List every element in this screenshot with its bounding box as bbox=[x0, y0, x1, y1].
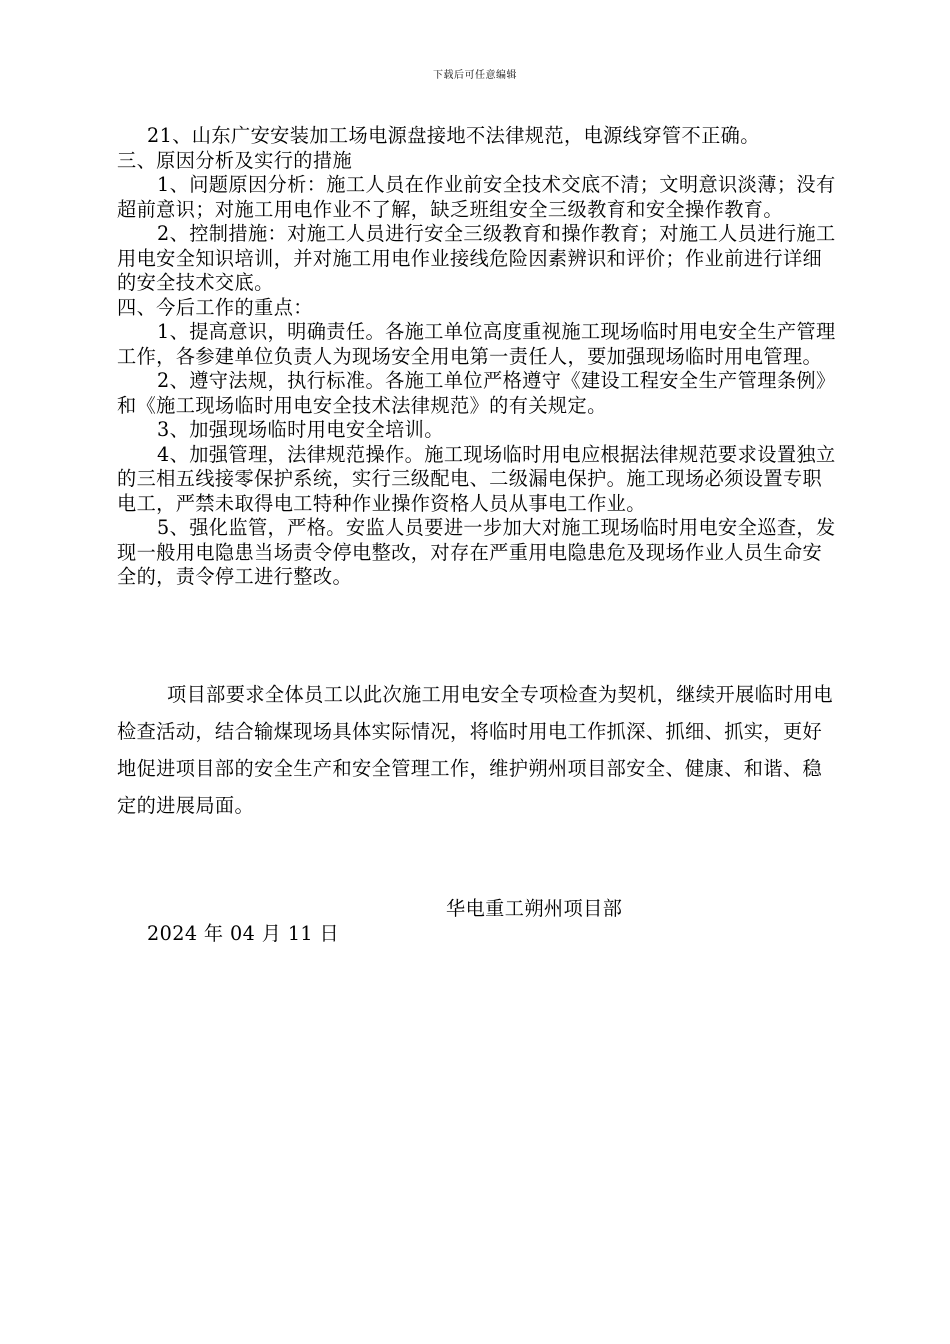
signature-organization: 华电重工朔州项目部 bbox=[446, 897, 623, 920]
section-4-title: 四、今后工作的重点： bbox=[117, 295, 313, 319]
closing-paragraph: 项目部要求全体员工以此次施工用电安全专项检查为契机，继续开展临时用电检查活动，结合输煤现场具体实际情况，将临时用电工作抓深、抓细、抓实，更好地促进项目部的安全生产和安全管理工作，维护朔州项目部安全、健康、和谐、稳定的进展局面。 bbox=[117, 683, 833, 817]
section-4-paragraph-1: 1、提高意识，明确责任。各施工单位高度重视施工现场临时用电安全生产管理工作，各参建单位负责人为现场安全用电第一责任人，要加强现场临时用电管理。 bbox=[117, 320, 836, 368]
page-header-note: 下载后可任意编辑 bbox=[433, 70, 517, 81]
signature-date: 2024 年 04 月 11 日 bbox=[147, 922, 340, 945]
section-4-paragraph-5: 5、强化监管，严格。安监人员要进一步加大对施工现场临时用电安全巡查，发现一般用电隐患当场责令停电整改，对存在严重用电隐患危及现场作业人员生命安全的，责令停工进行整改。 bbox=[117, 516, 836, 588]
section-3-title: 三、原因分析及实行的措施 bbox=[117, 148, 353, 172]
section-4-paragraph-4: 4、加强管理，法律规范操作。施工现场临时用电应根据法律规范要求设置独立的三相五线接零保护系统，实行三级配电、二级漏电保护。施工现场必须设置专职电工，严禁未取得电工特种作业操作资格人员从事电工作业。 bbox=[117, 442, 836, 515]
section-4-paragraph-3: 3、加强现场临时用电安全培训。 bbox=[157, 418, 444, 441]
section-3-paragraph-1: 1、问题原因分析：施工人员在作业前安全技术交底不清；文明意识淡薄；没有超前意识；对施工用电作业不了解，缺乏班组安全三级教育和安全操作教育。 bbox=[117, 173, 836, 221]
item-21: 21、山东广安安装加工场电源盘接地不法律规范，电源线穿管不正确。 bbox=[147, 124, 760, 147]
section-4-paragraph-2: 2、遵守法规，执行标准。各施工单位严格遵守《建设工程安全生产管理条例》和《施工现场临时用电安全技术法律规范》的有关规定。 bbox=[117, 369, 836, 417]
document-body bbox=[117, 124, 837, 590]
section-3-paragraph-2: 2、控制措施：对施工人员进行安全三级教育和操作教育；对施工人员进行施工用电安全知识培训，并对施工用电作业接线危险因素辨识和评价；作业前进行详细的安全技术交底。 bbox=[117, 222, 836, 294]
